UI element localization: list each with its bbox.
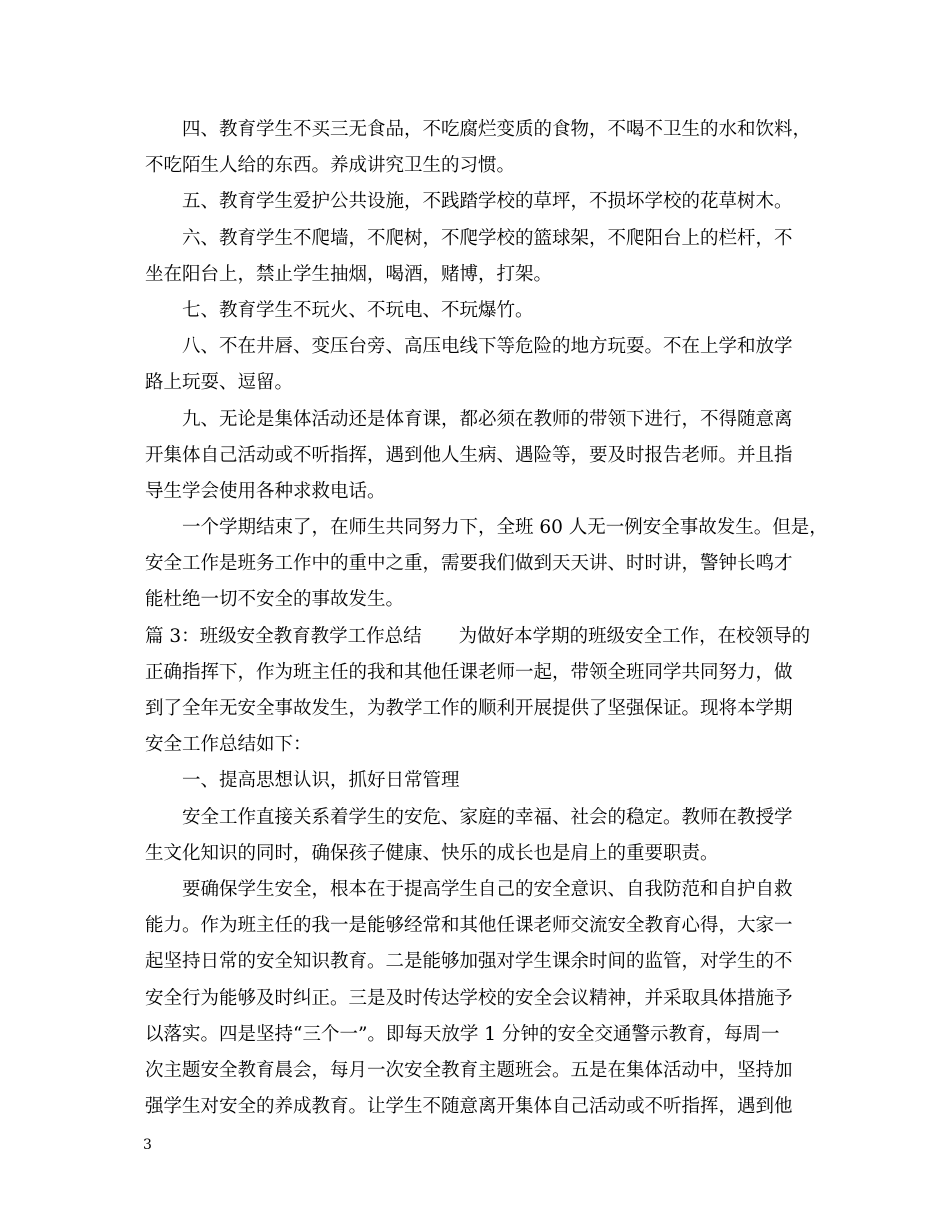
text-line: 以落实。四是坚持“三个一”。即每天放学 1 分钟的安全交通警示教育，每周一 [145,1023,780,1045]
text-line: 篇 3：班级安全教育教学工作总结 为做好本学期的班级安全工作，在校领导的 [145,625,811,647]
text-line: 生文化知识的同时，确保孩子健康、快乐的成长也是肩上的重要职责。 [145,842,719,864]
text-line: 安全工作直接关系着学生的安危、家庭的幸福、社会的稳定。教师在教授学 [182,806,793,828]
text-line: 一、提高思想认识，抓好日常管理 [182,770,460,792]
text-line: 次主题安全教育晨会，每月一次安全教育主题班会。五是在集体活动中，坚持加 [145,1059,793,1081]
text-line: 能力。作为班主任的我一是能够经常和其他任课老师交流安全教育心得，大家一 [145,915,793,937]
text-line: 六、教育学生不爬墙，不爬树，不爬学校的篮球架，不爬阳台上的栏杆，不 [182,227,793,249]
text-line: 九、无论是集体活动还是体育课，都必须在教师的带领下进行，不得随意离 [182,408,793,430]
text-line: 八、不在井唇、变压台旁、高压电线下等危险的地方玩耍。不在上学和放学 [182,336,793,358]
document-body [145,112,828,1125]
text-line: 起坚持日常的安全知识教育。二是能够加强对学生课余时间的监管，对学生的不 [145,951,793,973]
text-line: 路上玩耍、逗留。 [145,372,294,394]
text-line: 导生学会使用各种求救电话。 [145,480,386,502]
text-line: 五、教育学生爱护公共设施，不践踏学校的草坪，不损坏学校的花草树木。 [182,191,793,213]
text-line: 一个学期结束了，在师生共同努力下，全班 60 人无一例安全事故发生。但是， [182,517,828,539]
text-line: 四、教育学生不买三无食品，不吃腐烂变质的食物，不喝不卫生的水和饮料， [182,119,812,140]
text-line: 安全行为能够及时纠正。三是及时传达学校的安全会议精神，并采取具体措施予 [145,987,793,1009]
text-line: 强学生对安全的养成教育。让学生不随意离开集体自己活动或不听指挥，遇到他 [145,1096,793,1118]
text-line: 要确保学生安全，根本在于提高学生自己的安全意识、自我防范和自护自救 [182,878,793,900]
text-line: 七、教育学生不玩火、不玩电、不玩爆竹。 [182,299,534,321]
text-line: 安全工作总结如下： [145,734,312,756]
text-line: 正确指挥下，作为班主任的我和其他任课老师一起，带领全班同学共同努力，做 [145,661,793,683]
text-line: 开集体自己活动或不听指挥，遇到他人生病、遇险等，要及时报告老师。并且指 [145,444,793,466]
text-line: 到了全年无安全事故发生，为教学工作的顺利开展提供了坚强保证。现将本学期 [145,698,793,719]
text-line: 坐在阳台上，禁止学生抽烟，喝酒，赌博，打架。 [145,263,553,285]
text-line: 安全工作是班务工作中的重中之重，需要我们做到天天讲、时时讲，警钟长鸣才 [145,553,793,575]
page-number: 3 [143,1137,152,1153]
text-line: 不吃陌生人给的东西。养成讲究卫生的习惯。 [145,155,516,177]
text-line: 能杜绝一切不安全的事故发生。 [145,589,405,611]
